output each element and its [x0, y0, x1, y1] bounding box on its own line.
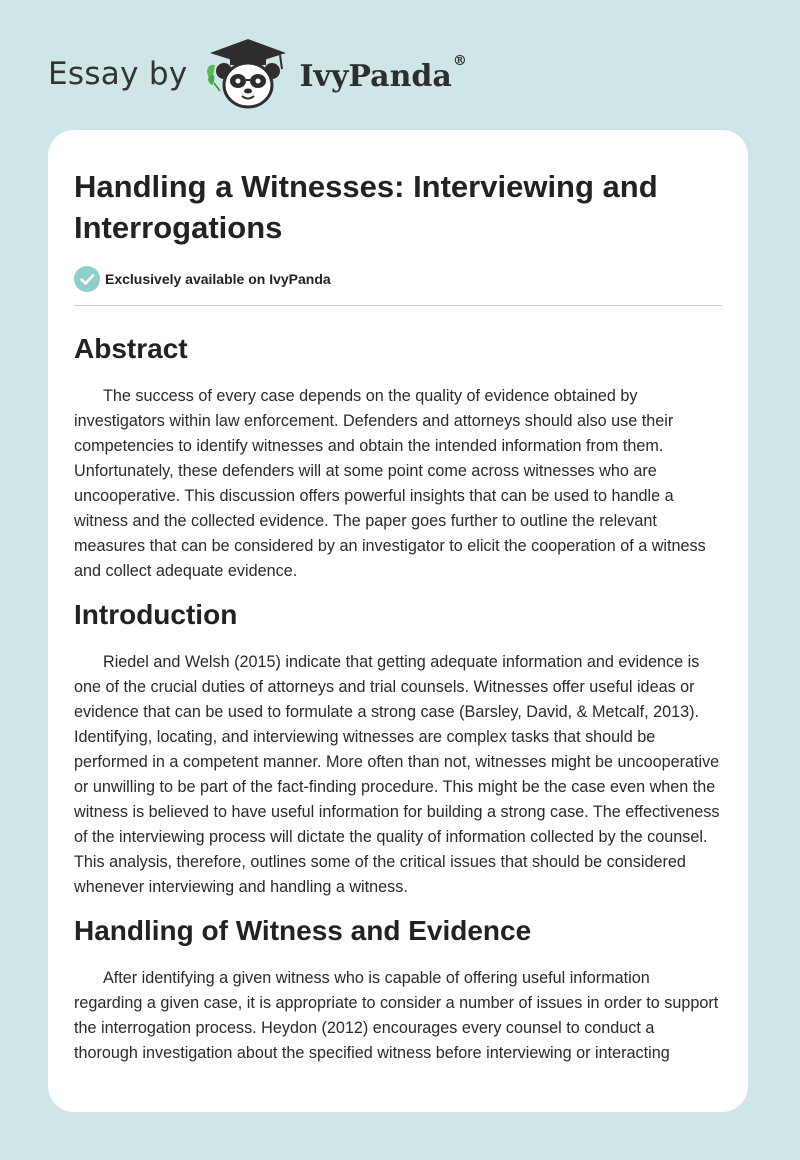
ivypanda-logo-icon[interactable]	[202, 35, 294, 113]
brand-name: IvyPanda®	[299, 52, 467, 94]
section-heading-abstract: Abstract	[74, 333, 188, 364]
section-paragraph-handling: After identifying a given witness who is capable of offering useful information regarding a given case, it is appropriate to consider a number of issues in order to support the interrogation process. Heydon (2012) encourages every counsel to conduct a thorough investigation about the specified witness before interviewing or interacting	[74, 969, 719, 1062]
title-divider	[74, 305, 722, 306]
section-heading-handling: Handling of Witness and Evidence	[74, 915, 532, 946]
registered-mark: ®	[452, 52, 467, 69]
page-title: Handling a Witnesses: Interviewing and Interrogations	[74, 169, 658, 245]
essay-by-label: Essay by	[48, 56, 188, 92]
section-heading-introduction: Introduction	[74, 599, 238, 630]
exclusive-badge	[74, 266, 722, 292]
site-header	[48, 34, 467, 114]
section-paragraph-introduction: Riedel and Welsh (2015) indicate that getting adequate information and evidence is one of the crucial duties of attorneys and trial counsels. Witnesses offer useful ideas or evidence that can be used to formulate a strong case (Barsley, David, & Metcalf, 2013). Identifying, locating, and interviewing witnesses are complex tasks that should be performed in a competent manner. More often than not, witnesses might be uncooperative or unwilling to be part of the fact-finding procedure. This might be the case even when the witness is believed to have useful information for building a strong case. The effectiveness of the interviewing process will dictate the quality of information collected by the counsel. This analysis, therefore, outlines some of the critical issues that should be considered whenever interviewing and handling a witness.	[74, 653, 720, 896]
section-paragraph-abstract: The success of every case depends on the quality of evidence obtained by investigators within law enforcement. Defenders and attorneys should also use their competencies to identify witnesses and obtain the intended information from them. Unfortunately, these defenders will at some point come across witnesses who are uncooperative. This discussion offers powerful insights that can be used to handle a witness and the collected evidence. The paper goes further to outline the relevant measures that can be considered by an investigator to elicit the cooperation of a witness and collect adequate evidence.	[74, 387, 706, 580]
check-circle-icon	[74, 266, 100, 292]
exclusive-badge-text: Exclusively available on IvyPanda	[105, 271, 331, 287]
essay-card	[48, 130, 748, 1112]
